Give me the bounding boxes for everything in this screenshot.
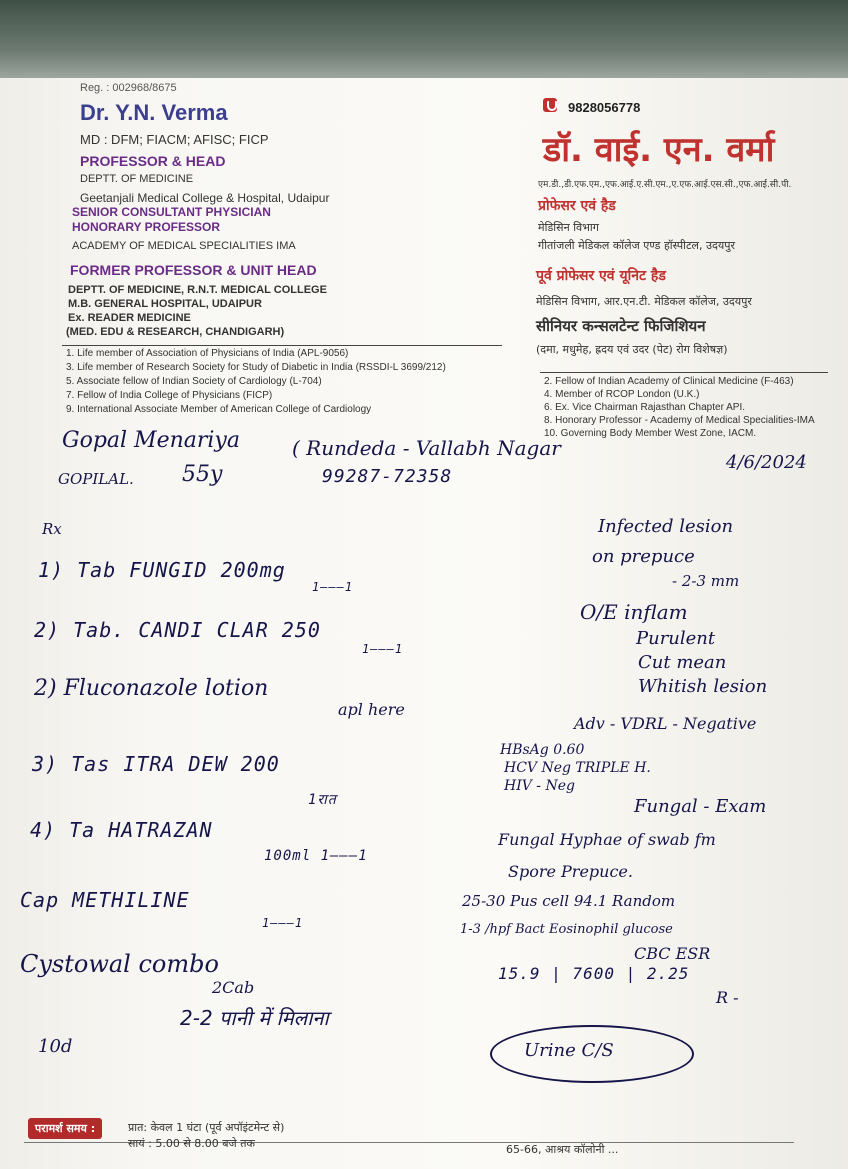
patient-phone: 99287-72358 (322, 466, 453, 487)
college-name: Geetanjali Medical College & Hospital, Udaipur (80, 191, 330, 205)
investigation-hbsag: HBsAg 0.60 (500, 742, 585, 758)
qualifications: MD : DFM; FIACM; AFISC; FICP (80, 132, 269, 147)
investigation-spore: Spore Prepuce. (508, 862, 633, 881)
membership-1: 1. Life member of Association of Physicians of India (APL-9056) (66, 348, 349, 359)
patient-address: ( Rundeda - Vallabh Nagar (292, 436, 561, 460)
header-divider-right (540, 372, 828, 373)
rx-item-4: 3) Tas ITRA DEW 200 (32, 752, 280, 776)
title-professor-hindi: प्रोफेसर एवं हैड (538, 198, 616, 214)
rx-duration: 10d (38, 1036, 73, 1057)
rx-item-7: Cystowal combo (20, 950, 219, 978)
finding-3: - 2-3 mm (672, 572, 740, 590)
investigation-eosinophil: 1-3 /hpf Bact Eosinophil glucose (460, 922, 673, 937)
investigation-hiv: HIV - Neg (504, 778, 575, 794)
investigation-hyphae: Fungal Hyphae of swab fm (498, 830, 716, 849)
finding-1: Infected lesion (598, 516, 734, 537)
qualifications-hindi: एम.डी.,डी.एफ.एम.,एफ.आई.ए.सी.एम.,ए.एफ.आई.एस.सी.,एफ.आई.सी.पी. (538, 180, 792, 190)
dept-medicine: DEPTT. OF MEDICINE (80, 173, 194, 185)
investigation-cbc-values: 15.9 | 7600 | 2.25 (498, 964, 690, 983)
rx-item-2-dose: 1———1 (362, 642, 404, 656)
senior-consultant-hindi: सीनियर कन्सलटेन्ट फिजिशियन (536, 317, 706, 335)
consultation-morning: प्रात: केवल 1 घंटा (पूर्व अपॉइंटमेन्ट से) (128, 1121, 285, 1134)
membership-3: 3. Life member of Research Society for Study of Diabetic in India (RSSDI-L 3699/212) (66, 362, 446, 373)
visit-date: 4/6/2024 (726, 452, 807, 473)
header-divider-left (62, 345, 502, 346)
college-hindi: गीतांजली मेडिकल कॉलेज एण्ड हॉस्पीटल, उदयपुर (538, 239, 736, 252)
investigation-r: R - (716, 988, 739, 1007)
consultation-time-badge: परामर्श समय : (28, 1118, 102, 1139)
academy-ima: ACADEMY OF MEDICAL SPECIALITIES IMA (72, 240, 296, 252)
finding-7: Whitish lesion (638, 676, 768, 697)
specialist-hindi: (दमा, मधुमेह, ह्रदय एवं उदर (पेट) रोग विशेषज्ञ) (536, 343, 728, 356)
rx-item-6-dose: 1———1 (262, 916, 304, 930)
investigation-hcv: HCV Neg TRIPLE H. (504, 760, 651, 776)
rx-item-1-dose: 1———1 (312, 580, 354, 594)
rx-item-3-note: apl here (338, 700, 405, 719)
finding-5: Purulent (636, 628, 716, 649)
membership-8: 8. Honorary Professor - Academy of Medical Specialities-IMA (544, 415, 815, 426)
phone-icon (543, 98, 557, 112)
rx-item-1: 1) Tab FUNGID 200mg (38, 558, 286, 582)
title-honorary-professor: HONORARY PROFESSOR (72, 220, 221, 234)
investigation-cbc: CBC ESR (634, 944, 711, 963)
title-professor-head: PROFESSOR & HEAD (80, 153, 226, 169)
title-former-professor: FORMER PROFESSOR & UNIT HEAD (70, 262, 317, 278)
membership-5: 5. Associate fellow of Indian Society of Cardiology (L-704) (66, 376, 322, 387)
rx-item-5: 4) Ta HATRAZAN (30, 818, 213, 842)
rx-item-2: 2) Tab. CANDI CLAR 250 (34, 618, 321, 642)
finding-4: O/E inflam (580, 600, 688, 624)
title-former-hindi: पूर्व प्रोफेसर एवं यूनिट हैड (536, 268, 666, 284)
former-dept-hindi: मेडिसिन विभाग, आर.एन.टी. मेडिकल कॉलेज, उदयपुर (536, 295, 752, 308)
former-dept: DEPTT. OF MEDICINE, R.N.T. MEDICAL COLLEGE (68, 284, 327, 296)
membership-4: 4. Member of RCOP London (U.K.) (544, 389, 700, 400)
rx-item-3: 2) Fluconazole lotion (34, 676, 269, 701)
finding-2: on prepuce (592, 546, 695, 567)
membership-10: 10. Governing Body Member West Zone, IACM. (544, 428, 757, 439)
rx-item-7-note: 2Cab (212, 978, 255, 997)
investigation-pus-cell: 25-30 Pus cell 94.1 Random (462, 892, 676, 910)
membership-9: 9. International Associate Member of American College of Cardiology (66, 404, 372, 415)
patient-age: 55y (182, 462, 223, 487)
ex-reader: Ex. READER MEDICINE (68, 312, 191, 324)
patient-name: Gopal Menariya (62, 428, 240, 453)
membership-2: 2. Fellow of Indian Academy of Clinical Medicine (F-463) (544, 376, 794, 387)
title-senior-consultant: SENIOR CONSULTANT PHYSICIAN (72, 205, 271, 219)
registration-number: Reg. : 002968/8675 (80, 82, 177, 94)
doctor-name-hindi: डॉ. वाई. एन. वर्मा (543, 130, 775, 170)
rx-item-5-dose: 100ml 1———1 (264, 848, 368, 864)
dept-medicine-hindi: मेडिसिन विभाग (538, 221, 599, 234)
investigation-urine-cs: Urine C/S (524, 1040, 614, 1061)
finding-6: Cut mean (638, 652, 727, 673)
rx-item-4-dose: 1रात (308, 792, 337, 808)
former-hospital: M.B. GENERAL HOSPITAL, UDAIPUR (68, 298, 262, 310)
med-edu-research: (MED. EDU & RESEARCH, CHANDIGARH) (66, 326, 285, 338)
membership-6: 6. Ex. Vice Chairman Rajasthan Chapter API. (544, 402, 746, 413)
membership-7: 7. Fellow of India College of Physicians (FICP) (66, 390, 273, 401)
rx-instruction-hindi: 2-2 पानी में मिलाना (180, 1006, 329, 1030)
rx-item-6: Cap METHILINE (20, 888, 190, 912)
phone-number: 9828056778 (568, 100, 641, 115)
consultation-evening: सायं : 5.00 से 8.00 बजे तक (128, 1137, 255, 1150)
clinic-address: 65-66, आश्रय कॉलोनी ... (506, 1143, 619, 1156)
investigation-fungal-exam: Fungal - Exam (634, 796, 767, 817)
doctor-name-english: Dr. Y.N. Verma (80, 100, 228, 125)
investigation-vdrl: Adv - VDRL - Negative (574, 714, 757, 733)
patient-alias: GOPILAL. (58, 470, 134, 488)
rx-symbol: Rx (42, 520, 62, 538)
